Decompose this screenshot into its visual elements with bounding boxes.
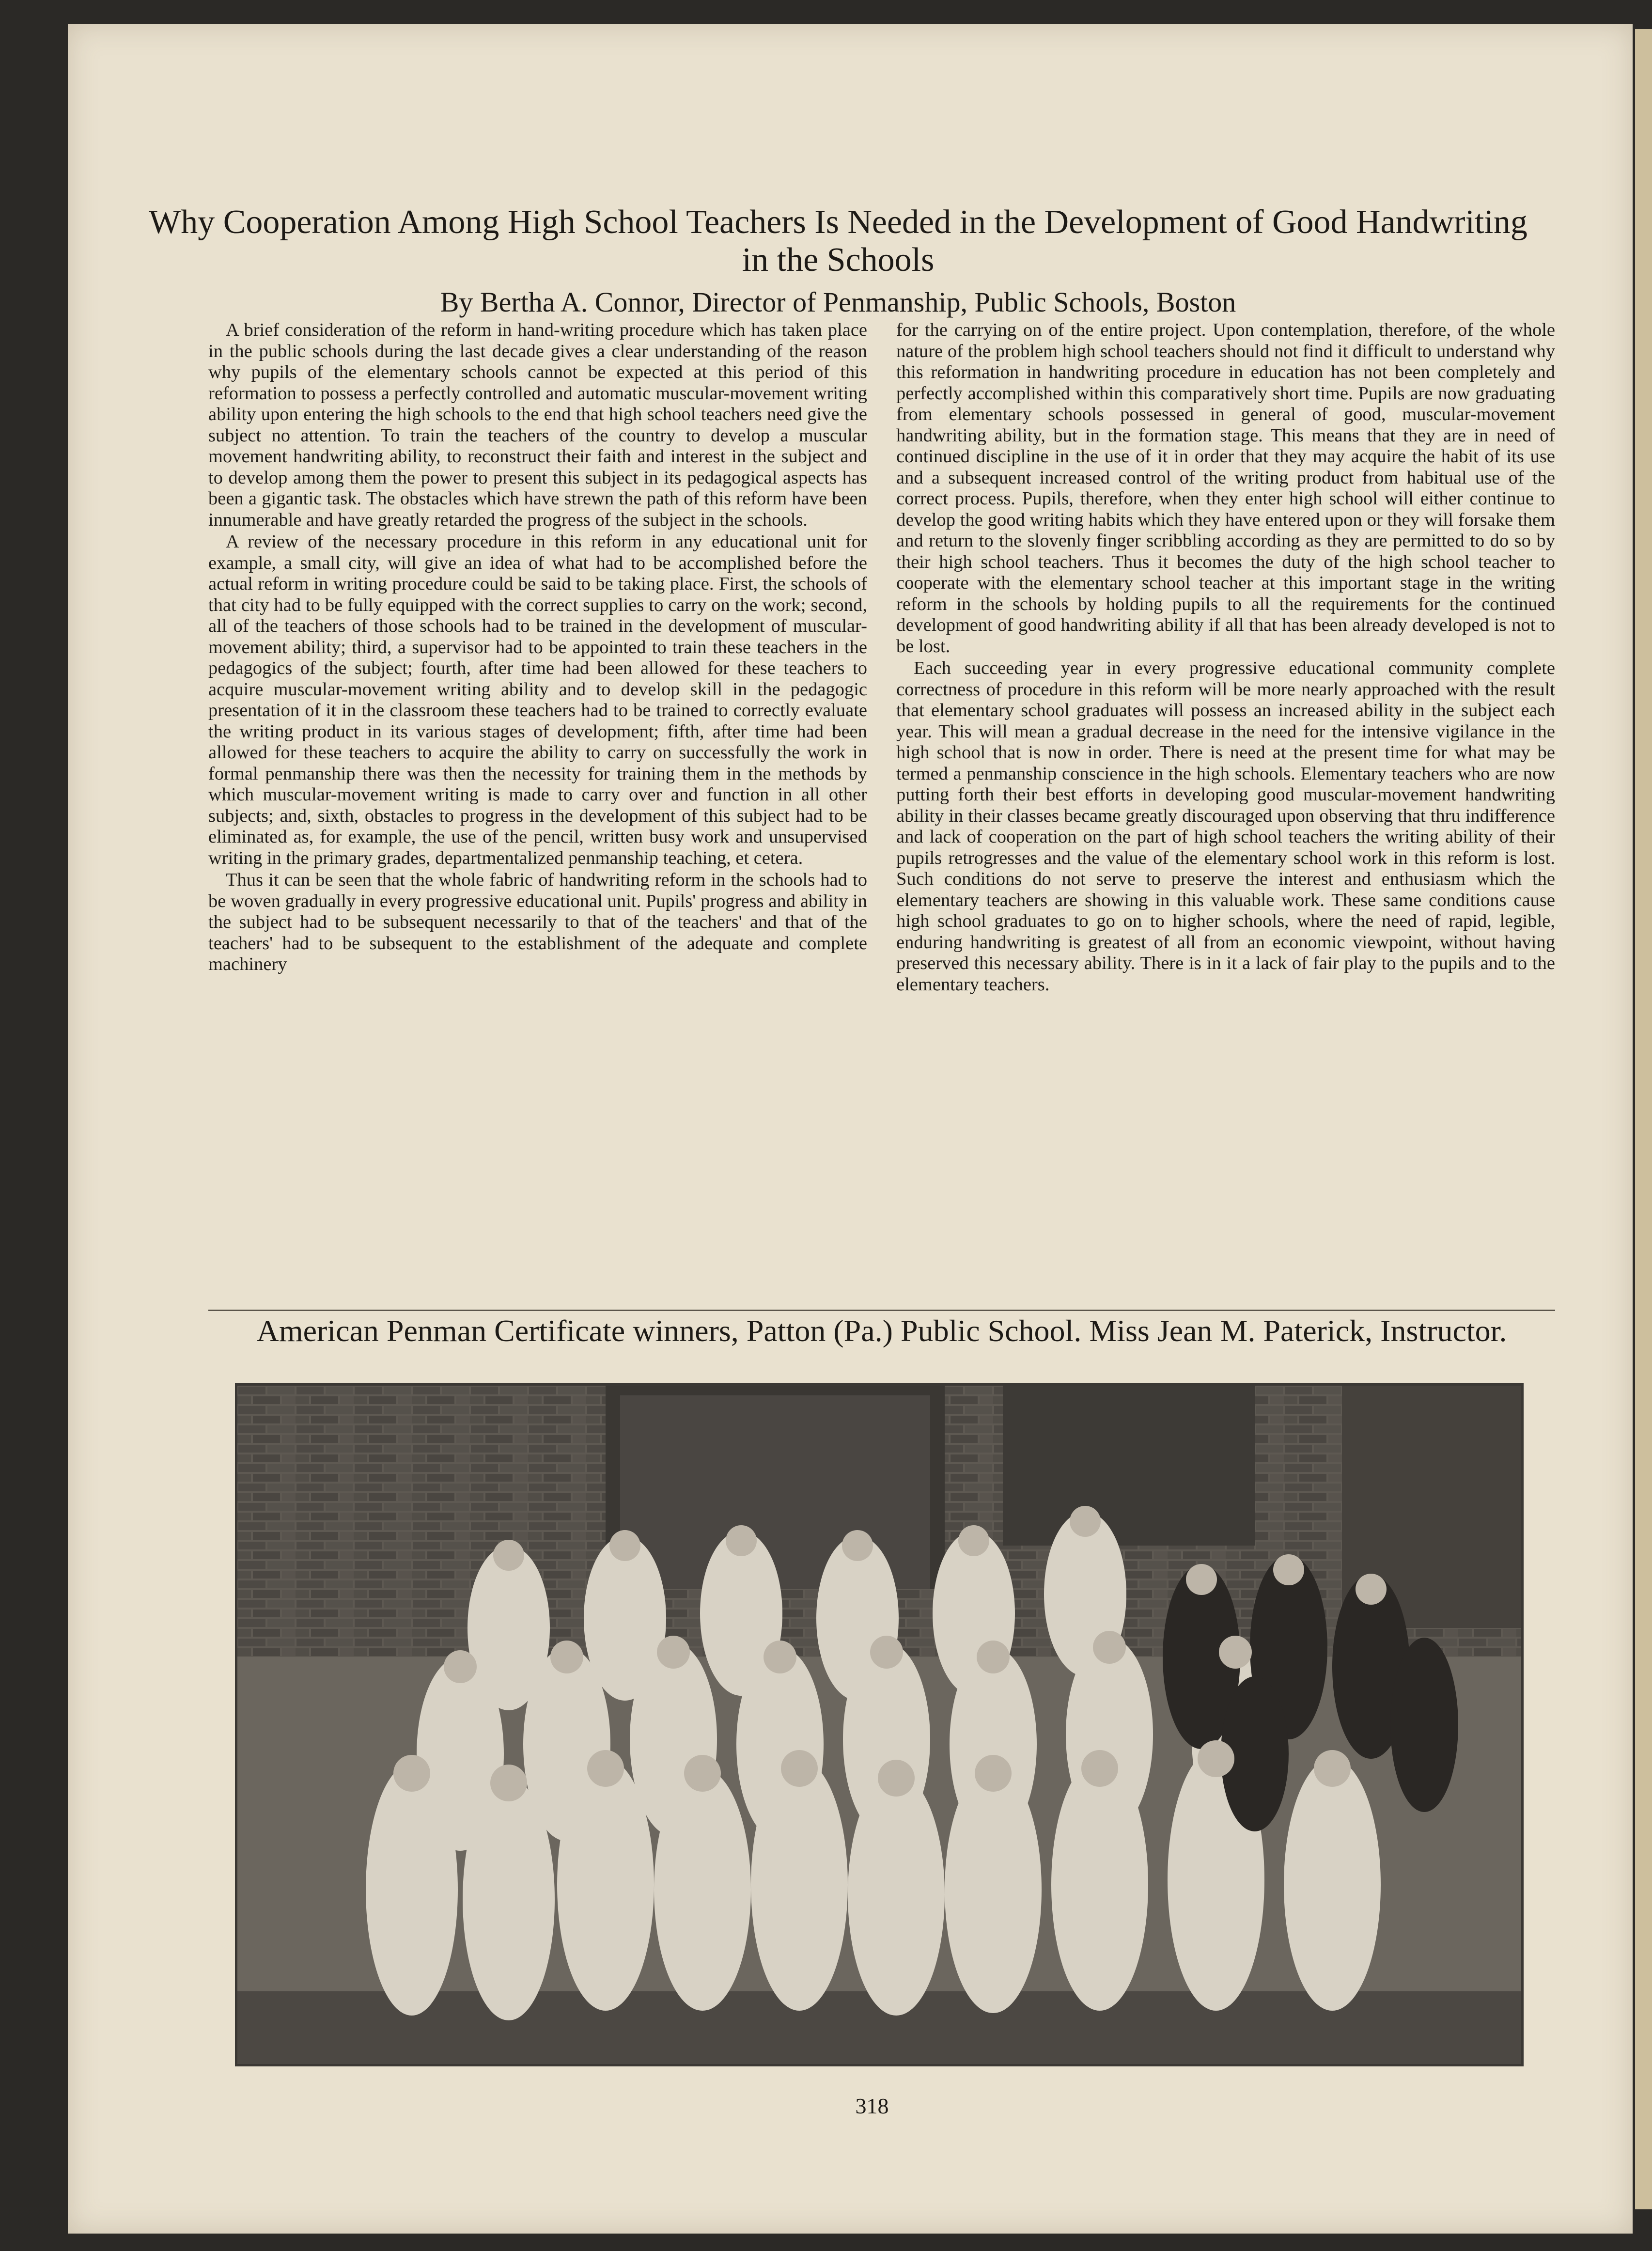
article-left-column [208,320,867,975]
paragraph: for the carrying on of the entire project. Upon contemplation, therefore, of the whole nature of the problem high school teachers should not find it difficult to understand why this reformation in handwriting procedure in education has not been completely and perfectly accomplished within this comparatively short time. Pupils are now graduating from elementary schools possessed in general of good, muscular-movement handwriting ability, but in the formation stage. This means that they are in need of continued discipline in the use of it in order that they may acquire the habit of its use and a subsequent increased control of the writing product from habitual use of the correct process. Pupils, therefore, when they enter high school will either continue to develop the good writing habits which they have entered upon or they will forsake them and return to the slovenly finger scribbling according as they are permitted to do so by their high school teachers. Thus it becomes the duty of the high school teacher to cooperate with the elementary school teacher at this important stage in the writing reform in the schools by holding pupils to all the requirements for the continued development of good handwriting ability if all that has been already developed is not to be lost. [896,320,1555,657]
article-right-column [896,320,1555,995]
class-group-photo [235,1383,1524,2066]
paragraph: Each succeeding year in every progressive educational community complete correctness of procedure in this reform will be more nearly approached with the result that elementary school graduates will possess an increased ability in the subject each year. This will mean a gradual decrease in the need for the intensive vigilance in the high school that is now in order. There is need at the present time for what may be termed a penmanship conscience in the high schools. Elementary teachers who are now putting forth their best efforts in developing good muscular-movement handwriting ability in their classes became greatly discouraged upon observing that thru indifference and lack of cooperation on the part of high school teachers the writing ability of their pupils retrogresses and the value of the elementary school work in this reform is lost. Such conditions do not serve to preserve the interest and enthusiasm which the elementary teachers are showing in this valuable work. These same conditions cause high school graduates to go on to higher schools, where the need of rapid, legible, enduring handwriting is greatest of all from an economic viewpoint, without having preserved this necessary ability. There is in it a lack of fair play to the pupils and to the elementary teachers. [896,658,1555,995]
adjacent-page-edge [1635,29,1652,2209]
section-divider [208,1310,1555,1311]
page-number: 318 [855,2094,889,2118]
article-byline: By Bertha A. Connor, Director of Penmanship, Public Schools, Boston [440,286,1236,318]
group-photo-image [237,1386,1521,2064]
paragraph: A review of the necessary procedure in this reform in any educational unit for example, a small city, will give an idea of what had to be accomplished before the actual reform in writing procedure could be said to be taking place. First, the schools of that city had to be fully equipped with the correct supplies to carry on the work; second, all of the teachers of those schools had to be trained in the development of muscular-movement ability; third, a supervisor had to be appointed to train these teachers in the pedagogics of the subject; fourth, after time had been allowed for these teachers to acquire muscular-movement writing ability and to develop skill in the pedagogic presentation of it in the classroom these teachers had to be trained to correctly evaluate the writing product in its various stages of development; fifth, after time had been allowed for these teachers to acquire the ability to carry on successfully the work in formal penmanship there was then the necessity for training them in the methods by which muscular-movement writing is made to carry over and function in all other subjects; and, sixth, obstacles to progress in the development of this subject had to be eliminated as, for example, the use of the pencil, written busy work and unsupervised writing in the primary grades, departmentalized penmanship teaching, et cetera. [208,531,867,868]
photo-caption: American Penman Certificate winners, Patton (Pa.) Public School. Miss Jean M. Paterick, Instructor. [256,1313,1507,1348]
article-title: Why Cooperation Among High School Teachers Is Needed in the Development of Good Handwriting in the Schools [149,203,1527,279]
paragraph: Thus it can be seen that the whole fabric of handwriting reform in the schools had to be woven gradually in every progressive educational unit. Pupils' progress and ability in the subject had to be subsequent necessarily to that of the teachers' and that of the teachers' had to be subsequent to the establishment of the adequate and complete machinery [208,870,867,974]
paragraph: A brief consideration of the reform in hand-writing procedure which has taken place in the public schools during the last decade gives a clear understanding of the reason why pupils of the elementary schools cannot be expected at this period of this reformation to possess a perfectly controlled and automatic muscular-movement writing ability upon entering the high schools to the end that high school teachers need give the subject no attention. To train the teachers of the country to develop a muscular movement handwriting ability, to reconstruct their faith and interest in the subject and to develop among them the power to present this subject in its pedagogical aspects has been a gigantic task. The obstacles which have strewn the path of this reform have been innumerable and have greatly retarded the progress of the subject in the schools. [208,320,867,530]
